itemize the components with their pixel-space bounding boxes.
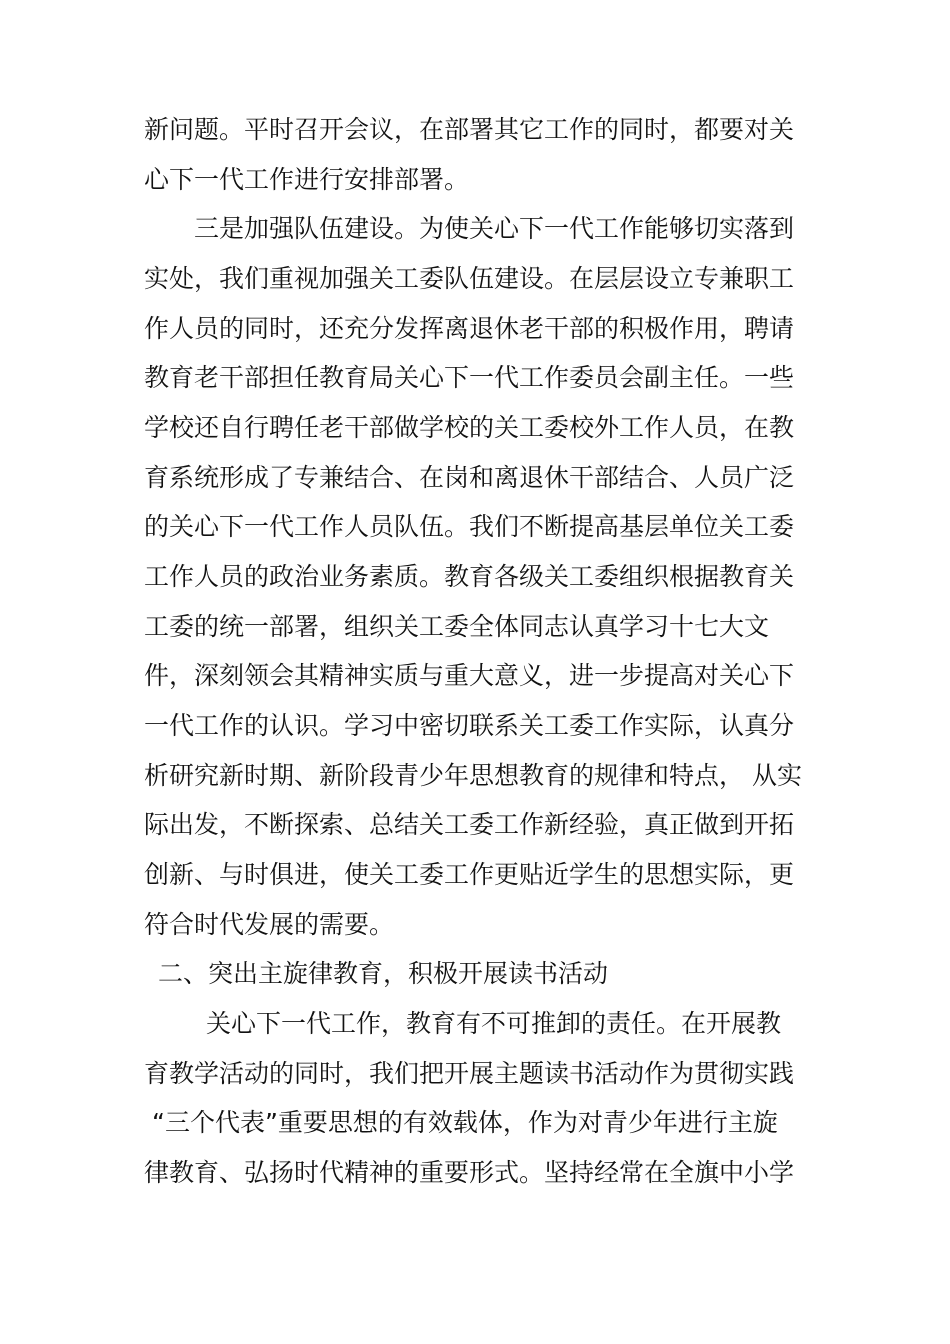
- paragraph-first-line: 三是加强队伍建设。为使关心下一代工作能够切实落到: [194, 214, 795, 243]
- text-line: 实处，我们重视加强关工委队伍建设。在层层设立专兼职工: [144, 264, 795, 293]
- text-line: 创新、与时俱进，使关工委工作更贴近学生的思想实际，更: [144, 860, 795, 889]
- text-line: 一代工作的认识。学习中密切联系关工委工作实际，认真分: [144, 711, 795, 740]
- section-heading: 二、突出主旋律教育，积极开展读书活动: [158, 959, 609, 988]
- text-line: “三个代表”重要思想的有效载体，作为对青少年进行主旋: [152, 1108, 778, 1137]
- text-line: 新问题。平时召开会议，在部署其它工作的同时，都要对关: [144, 115, 795, 144]
- text-line: 教育老干部担任教育局关心下一代工作委员会副主任。一些: [144, 363, 795, 392]
- text-line: 际出发，不断探索、总结关工委工作新经验，真正做到开拓: [144, 810, 795, 839]
- text-line: 件，深刻领会其精神实质与重大意义，进一步提高对关心下: [144, 661, 795, 690]
- paragraph-first-line: 关心下一代工作，教育有不可推卸的责任。在开展教: [206, 1009, 782, 1038]
- text-line: 学校还自行聘任老干部做学校的关工委校外工作人员，在教: [144, 413, 795, 442]
- text-line: 作人员的同时，还充分发挥离退休老干部的积极作用，聘请: [144, 314, 795, 343]
- text-line: 心下一代工作进行安排部署。: [144, 165, 470, 194]
- text-line: 育系统形成了专兼结合、在岗和离退休干部结合、人员广泛: [144, 463, 795, 492]
- text-line: 析研究新时期、新阶段青少年思想教育的规律和特点， 从实: [144, 761, 802, 790]
- text-line: 工作人员的政治业务素质。教育各级关工委组织根据教育关: [144, 562, 795, 591]
- text-line: 育教学活动的同时，我们把开展主题读书活动作为贯彻实践: [144, 1059, 795, 1088]
- text-line: 的关心下一代工作人员队伍。我们不断提高基层单位关工委: [144, 512, 795, 541]
- text-line: 工委的统一部署，组织关工委全体同志认真学习十七大文: [144, 612, 770, 641]
- text-line: 律教育、弘扬时代精神的重要形式。坚持经常在全旗中小学: [144, 1158, 795, 1187]
- text-line: 符合时代发展的需要。: [144, 910, 395, 939]
